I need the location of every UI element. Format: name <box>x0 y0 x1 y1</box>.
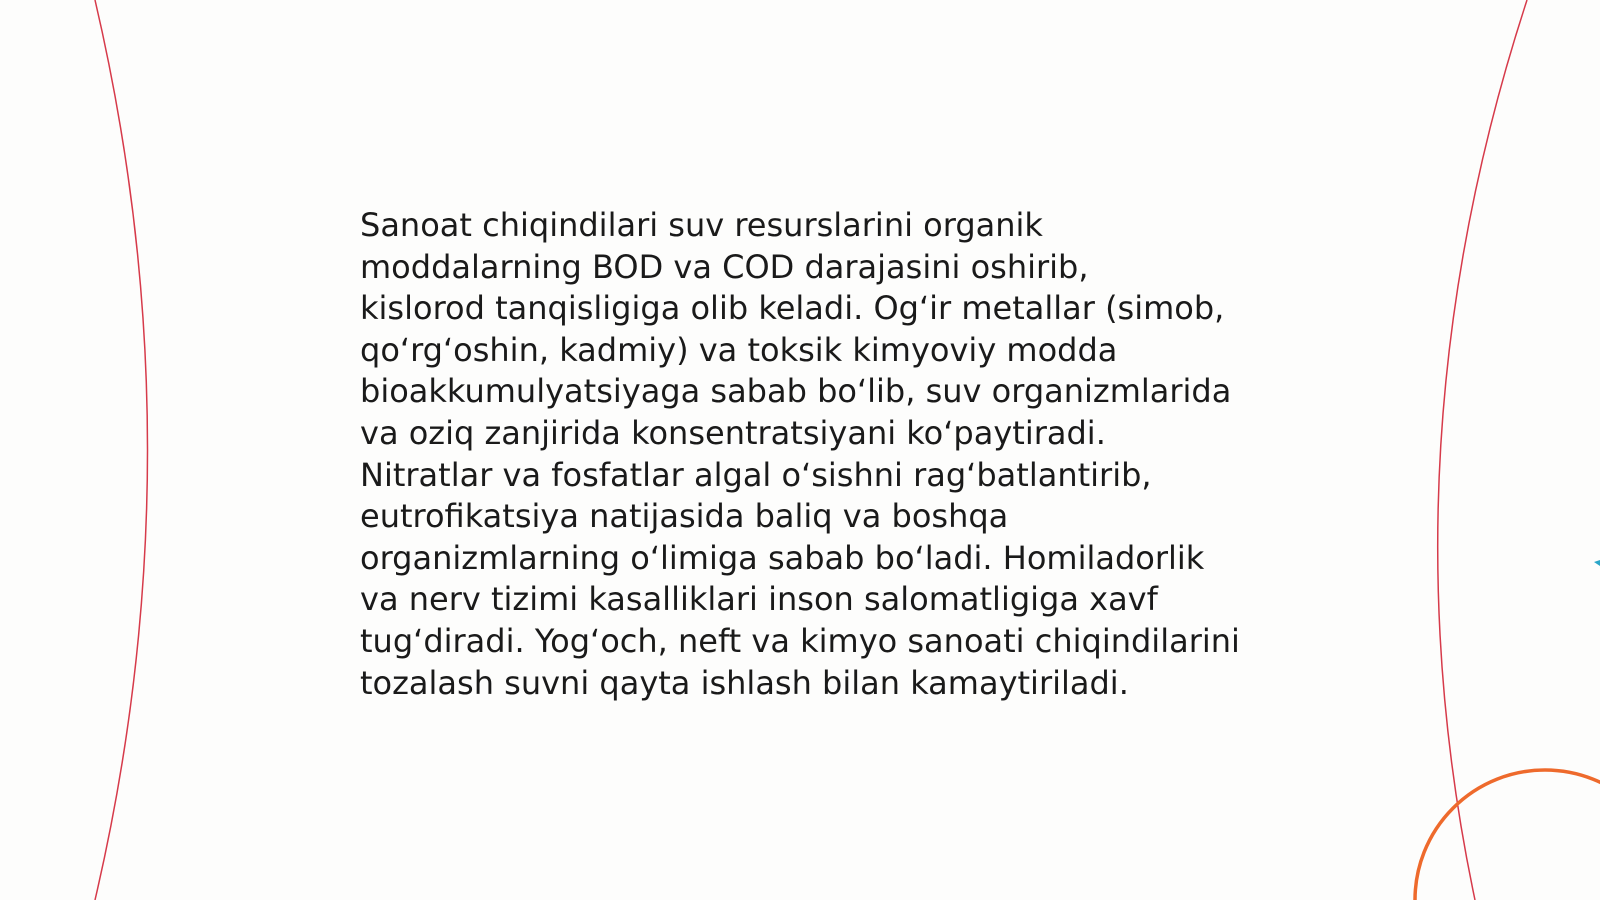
blue-accent-mark <box>1594 560 1600 566</box>
orange-accent-circle <box>1415 770 1600 900</box>
left-curve-line <box>95 0 148 900</box>
right-curve-line <box>1438 0 1527 900</box>
body-text: Sanoat chiqindilari suv resurslarini organik moddalarning BOD va COD darajasini oshirib, kislorod tanqisligiga olib keladi. Og‘ir metallar (simob, qo‘rg‘oshin, kadmiy) va toksik kimyoviy modda bioakkumulyatsiyaga sabab bo‘lib, suv organizmlarida va oziq zanjirida konsentratsiyani ko‘paytiradi. Nitratlar va fosfatlar algal o‘sishni rag‘batlantirib, eutrofikatsiya natijasida baliq va boshqa organizmlarning o‘limiga sabab bo‘ladi. Homiladorlik va nerv tizimi kasalliklari inson salomatligiga xavf tug‘diradi. Yog‘och, neft va kimyo sanoati chiqindilarini tozalash suvni qayta ishlash bilan kamaytiriladi. <box>360 206 1240 702</box>
